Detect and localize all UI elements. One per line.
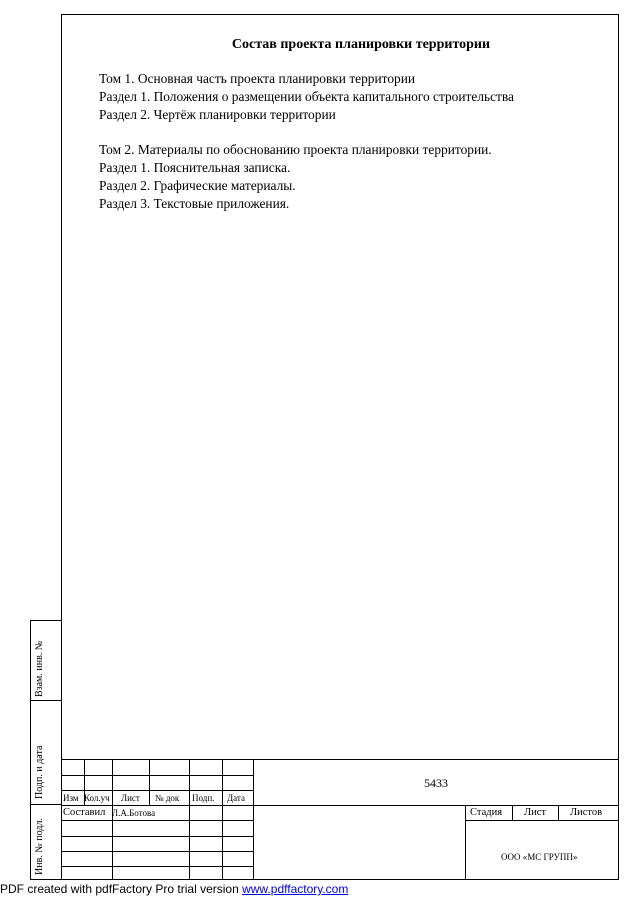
side-stamp xyxy=(30,620,61,880)
composed-label: Составил xyxy=(63,807,106,818)
stage-label: Стадия xyxy=(470,807,503,818)
side-label-inv: Инв. № подл. xyxy=(34,818,45,875)
composed-name: Л.А.Ботова xyxy=(112,808,156,818)
contents-list xyxy=(99,70,514,213)
side-label-vzam: Взам. инв. № xyxy=(34,640,45,697)
side-label-podp: Подп. и дата xyxy=(34,745,45,799)
contents-line: Раздел 2. Графические материалы. xyxy=(99,178,296,193)
header-ndok: № док xyxy=(155,793,180,803)
contents-line: Раздел 3. Текстовые приложения. xyxy=(99,196,290,211)
footer-text: PDF created with pdfFactory Pro trial version xyxy=(0,882,243,896)
header-izm: Изм xyxy=(63,793,79,803)
header-podp: Подп. xyxy=(192,793,215,803)
pdf-footer xyxy=(0,882,348,896)
page-title: Состав проекта планировки территории xyxy=(231,37,491,52)
company-name: ООО «МС ГРУПП» xyxy=(501,852,578,862)
contents-line: Том 1. Основная часть проекта планировки территории xyxy=(99,71,416,86)
sheet-label: Лист xyxy=(524,807,546,818)
header-list: Лист xyxy=(121,793,140,803)
contents-line: Раздел 1. Пояснительная записка. xyxy=(99,160,291,175)
document-code: 5433 xyxy=(424,776,448,790)
header-koluch: Кол.уч xyxy=(84,793,110,803)
header-data: Дата xyxy=(227,793,245,803)
contents-line: Раздел 1. Положения о размещении объекта капитального строительства xyxy=(99,89,514,104)
footer-link[interactable]: www.pdffactory.com xyxy=(242,882,349,896)
contents-line: Раздел 2. Чертёж планировки территории xyxy=(99,107,336,122)
sheets-label: Листов xyxy=(570,807,603,818)
contents-line: Том 2. Материалы по обоснованию проекта планировки территории. xyxy=(99,142,492,157)
